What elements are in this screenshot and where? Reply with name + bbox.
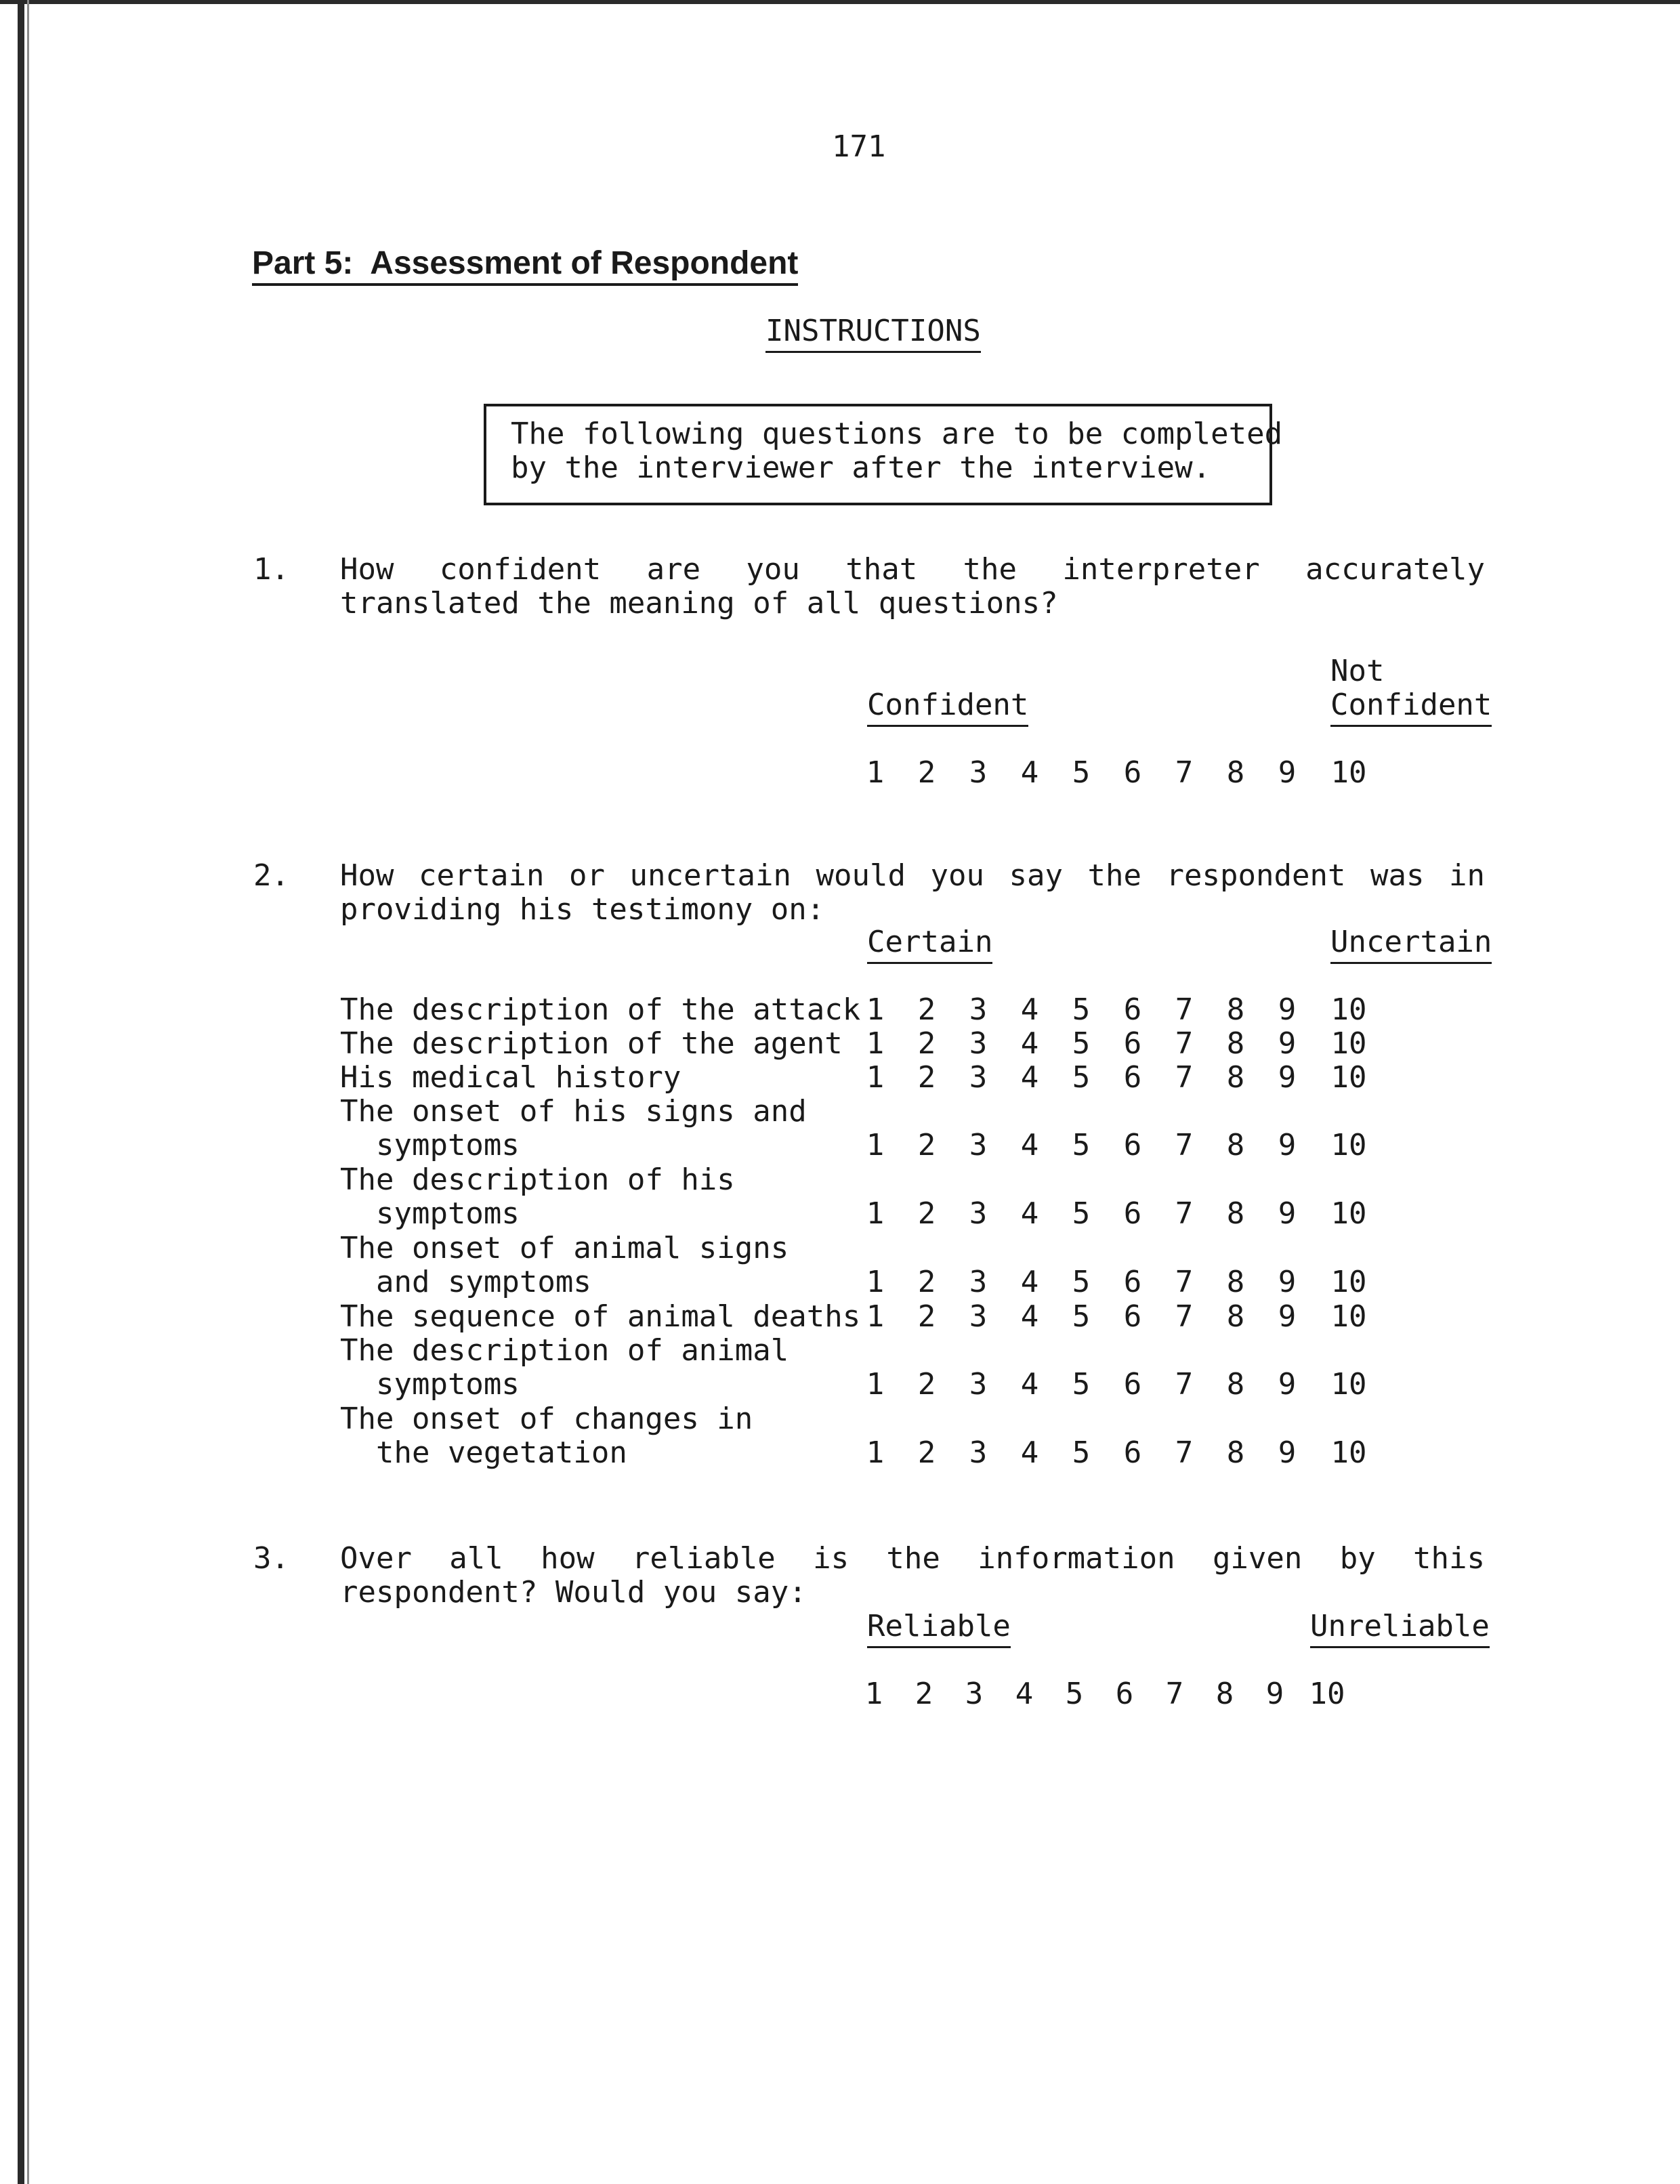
q2-item-6-scale-value-3: 3 — [969, 1265, 988, 1299]
q2-item-4-scale-value-2: 2 — [917, 1128, 936, 1162]
instruction-line-2: by the interviewer after the interview. — [511, 450, 1211, 485]
question-2-text: How certain or uncertain would you say the respondent was in providing his testimony on: — [340, 858, 1485, 927]
q2-item-9-label-cont: the vegetation — [340, 1435, 627, 1470]
q3-scale-value-3: 3 — [965, 1677, 984, 1711]
q2-item-9-scale-value-1: 1 — [866, 1435, 885, 1470]
instruction-text — [511, 417, 1282, 485]
q2-item-2-scale-value-10: 10 — [1330, 1026, 1367, 1061]
q2-item-2-scale-value-5: 5 — [1072, 1026, 1091, 1061]
q2-item-8-scale-value-4: 4 — [1020, 1367, 1039, 1402]
question-1-text: How confident are you that the interpreter accurately translated the meaning of all questions? — [340, 552, 1485, 621]
q2-item-6-scale-value-9: 9 — [1278, 1265, 1297, 1299]
q2-item-9-scale-value-3: 3 — [969, 1435, 988, 1470]
q2-item-2-scale-value-7: 7 — [1175, 1026, 1194, 1061]
q2-item-8-scale-value-7: 7 — [1175, 1367, 1194, 1402]
q2-item-4-scale-value-1: 1 — [866, 1128, 885, 1162]
q2-item-8-label-cont: symptoms — [340, 1367, 520, 1402]
q1-scale-value-9: 9 — [1278, 755, 1297, 790]
q2-item-3-scale-value-4: 4 — [1020, 1060, 1039, 1095]
q2-item-5-scale-value-3: 3 — [969, 1196, 988, 1231]
q2-item-8-scale-value-10: 10 — [1330, 1367, 1367, 1402]
q2-item-4-scale-value-6: 6 — [1123, 1128, 1142, 1162]
q2-item-2-label: The description of the agent — [340, 1026, 843, 1061]
q2-item-3-scale-value-7: 7 — [1175, 1060, 1194, 1095]
q3-scale-value-8: 8 — [1215, 1677, 1234, 1711]
q2-item-5-scale-value-5: 5 — [1072, 1196, 1091, 1231]
q2-item-5-scale-value-4: 4 — [1020, 1196, 1039, 1231]
q2-item-5-label: The description of his — [340, 1162, 735, 1197]
q2-item-6-scale-value-8: 8 — [1226, 1265, 1245, 1299]
q3-high-label: Unreliable — [1310, 1610, 1490, 1648]
q2-item-4-label-cont: symptoms — [340, 1128, 520, 1162]
q2-item-9-scale-value-9: 9 — [1278, 1435, 1297, 1470]
q2-item-2-scale-value-3: 3 — [969, 1026, 988, 1061]
q2-item-2-scale-value-8: 8 — [1226, 1026, 1245, 1061]
q2-item-2-scale-value-4: 4 — [1020, 1026, 1039, 1061]
q2-item-2-scale-value-6: 6 — [1123, 1026, 1142, 1061]
question-1-number: 1. — [253, 552, 289, 587]
q2-item-5-scale-value-2: 2 — [917, 1196, 936, 1231]
q2-item-1-scale-value-8: 8 — [1226, 992, 1245, 1027]
q2-item-6-scale-value-6: 6 — [1123, 1265, 1142, 1299]
q2-item-6-scale-value-10: 10 — [1330, 1265, 1367, 1299]
page-number: 171 — [832, 129, 886, 164]
q3-scale-value-1: 1 — [864, 1677, 883, 1711]
q2-item-9-scale-value-7: 7 — [1175, 1435, 1194, 1470]
q2-item-5-scale-value-8: 8 — [1226, 1196, 1245, 1231]
q2-item-5-scale-value-7: 7 — [1175, 1196, 1194, 1231]
q2-item-7-scale-value-9: 9 — [1278, 1299, 1297, 1334]
q1-low-label: Confident — [867, 688, 1028, 727]
q2-item-1-scale-value-2: 2 — [917, 992, 936, 1027]
q3-scale-value-4: 4 — [1015, 1677, 1034, 1711]
q3-scale-value-7: 7 — [1165, 1677, 1184, 1711]
q2-item-7-scale-value-2: 2 — [917, 1299, 936, 1334]
q1-scale-value-3: 3 — [969, 755, 988, 790]
q2-item-9-scale-value-6: 6 — [1123, 1435, 1142, 1470]
q2-item-7-scale-value-4: 4 — [1020, 1299, 1039, 1334]
question-2-number: 2. — [253, 858, 289, 893]
instruction-line-1: The following questions are to be completed — [511, 417, 1283, 451]
q2-item-8-scale-value-8: 8 — [1226, 1367, 1245, 1402]
q2-item-7-label: The sequence of animal deaths — [340, 1299, 861, 1334]
q2-item-7-scale-value-5: 5 — [1072, 1299, 1091, 1334]
q2-item-1-scale-value-7: 7 — [1175, 992, 1194, 1027]
q2-item-3-scale-value-2: 2 — [917, 1060, 936, 1095]
q2-item-8-scale-value-5: 5 — [1072, 1367, 1091, 1402]
q2-item-6-scale-value-1: 1 — [866, 1265, 885, 1299]
q2-item-8-scale-value-2: 2 — [917, 1367, 936, 1402]
q2-item-2-scale-value-2: 2 — [917, 1026, 936, 1061]
scan-top-edge — [0, 0, 1680, 4]
q2-item-4-scale-value-9: 9 — [1278, 1128, 1297, 1162]
q3-low-label: Reliable — [867, 1610, 1011, 1648]
scan-left-edge — [18, 0, 24, 2184]
q2-item-1-scale-value-9: 9 — [1278, 992, 1297, 1027]
q2-item-4-label: The onset of his signs and — [340, 1094, 807, 1129]
question-3-text: Over all how reliable is the information given by this respondent? Would you say: — [340, 1541, 1485, 1610]
q2-item-7-scale-value-7: 7 — [1175, 1299, 1194, 1334]
q3-scale-value-9: 9 — [1265, 1677, 1284, 1711]
q2-item-1-scale-value-5: 5 — [1072, 992, 1091, 1027]
q2-item-8-scale-value-3: 3 — [969, 1367, 988, 1402]
q2-item-1-scale-value-4: 4 — [1020, 992, 1039, 1027]
q1-scale-value-5: 5 — [1072, 755, 1091, 790]
q1-scale-value-1: 1 — [866, 755, 885, 790]
q2-item-7-scale-value-3: 3 — [969, 1299, 988, 1334]
q2-item-3-scale-value-3: 3 — [969, 1060, 988, 1095]
q2-item-1-scale-value-6: 6 — [1123, 992, 1142, 1027]
q2-item-9-scale-value-5: 5 — [1072, 1435, 1091, 1470]
q2-low-label: Certain — [867, 925, 992, 964]
q2-item-9-label: The onset of changes in — [340, 1402, 753, 1436]
q2-item-3-scale-value-6: 6 — [1123, 1060, 1142, 1095]
q2-item-9-scale-value-10: 10 — [1330, 1435, 1367, 1470]
q1-scale-value-6: 6 — [1123, 755, 1142, 790]
q2-item-5-scale-value-1: 1 — [866, 1196, 885, 1231]
question-3-number: 3. — [253, 1541, 289, 1576]
q2-item-3-scale-value-1: 1 — [866, 1060, 885, 1095]
q2-item-6-scale-value-5: 5 — [1072, 1265, 1091, 1299]
q2-item-3-scale-value-8: 8 — [1226, 1060, 1245, 1095]
q3-scale-value-5: 5 — [1065, 1677, 1084, 1711]
q2-item-6-label: The onset of animal signs — [340, 1231, 789, 1265]
q2-item-1-scale-value-1: 1 — [866, 992, 885, 1027]
q2-item-6-scale-value-2: 2 — [917, 1265, 936, 1299]
q2-item-8-label: The description of animal — [340, 1333, 789, 1368]
q2-item-2-scale-value-9: 9 — [1278, 1026, 1297, 1061]
q2-item-5-scale-value-10: 10 — [1330, 1196, 1367, 1231]
instructions-heading: INSTRUCTIONS — [765, 314, 981, 353]
q2-item-4-scale-value-8: 8 — [1226, 1128, 1245, 1162]
q2-item-9-scale-value-4: 4 — [1020, 1435, 1039, 1470]
q1-high-label-line1: Not — [1330, 654, 1385, 688]
q2-item-8-scale-value-1: 1 — [866, 1367, 885, 1402]
q2-item-4-scale-value-7: 7 — [1175, 1128, 1194, 1162]
q2-item-8-scale-value-9: 9 — [1278, 1367, 1297, 1402]
q3-scale-value-2: 2 — [915, 1677, 933, 1711]
q2-item-9-scale-value-8: 8 — [1226, 1435, 1245, 1470]
q2-item-8-scale-value-6: 6 — [1123, 1367, 1142, 1402]
q1-scale-value-2: 2 — [917, 755, 936, 790]
q2-item-2-scale-value-1: 1 — [866, 1026, 885, 1061]
q2-item-6-scale-value-7: 7 — [1175, 1265, 1194, 1299]
part-title: Part 5: Assessment of Respondent — [252, 247, 798, 286]
q2-item-4-scale-value-4: 4 — [1020, 1128, 1039, 1162]
q2-item-9-scale-value-2: 2 — [917, 1435, 936, 1470]
q1-high-label-line2: Confident — [1330, 688, 1492, 727]
q2-item-1-scale-value-3: 3 — [969, 992, 988, 1027]
scan-left-edge-inner — [27, 0, 29, 2184]
q2-item-1-label: The description of the attack — [340, 992, 861, 1027]
q1-scale-value-7: 7 — [1175, 755, 1194, 790]
q2-high-label: Uncertain — [1330, 925, 1492, 964]
q2-item-6-label-cont: and symptoms — [340, 1265, 591, 1299]
q2-item-7-scale-value-8: 8 — [1226, 1299, 1245, 1334]
q2-item-5-label-cont: symptoms — [340, 1196, 520, 1231]
q3-scale-value-10: 10 — [1309, 1677, 1345, 1711]
q2-item-3-scale-value-9: 9 — [1278, 1060, 1297, 1095]
q1-scale-value-8: 8 — [1226, 755, 1245, 790]
q2-item-7-scale-value-6: 6 — [1123, 1299, 1142, 1334]
q2-item-4-scale-value-10: 10 — [1330, 1128, 1367, 1162]
q2-item-6-scale-value-4: 4 — [1020, 1265, 1039, 1299]
q3-scale-value-6: 6 — [1115, 1677, 1134, 1711]
q2-item-1-scale-value-10: 10 — [1330, 992, 1367, 1027]
q2-item-5-scale-value-9: 9 — [1278, 1196, 1297, 1231]
q1-scale-value-10: 10 — [1330, 755, 1367, 790]
q2-item-3-scale-value-10: 10 — [1330, 1060, 1367, 1095]
q2-item-7-scale-value-1: 1 — [866, 1299, 885, 1334]
q2-item-7-scale-value-10: 10 — [1330, 1299, 1367, 1334]
q2-item-4-scale-value-3: 3 — [969, 1128, 988, 1162]
q2-item-4-scale-value-5: 5 — [1072, 1128, 1091, 1162]
q2-item-5-scale-value-6: 6 — [1123, 1196, 1142, 1231]
q2-item-3-label: His medical history — [340, 1060, 681, 1095]
q2-item-3-scale-value-5: 5 — [1072, 1060, 1091, 1095]
q1-scale-value-4: 4 — [1020, 755, 1039, 790]
